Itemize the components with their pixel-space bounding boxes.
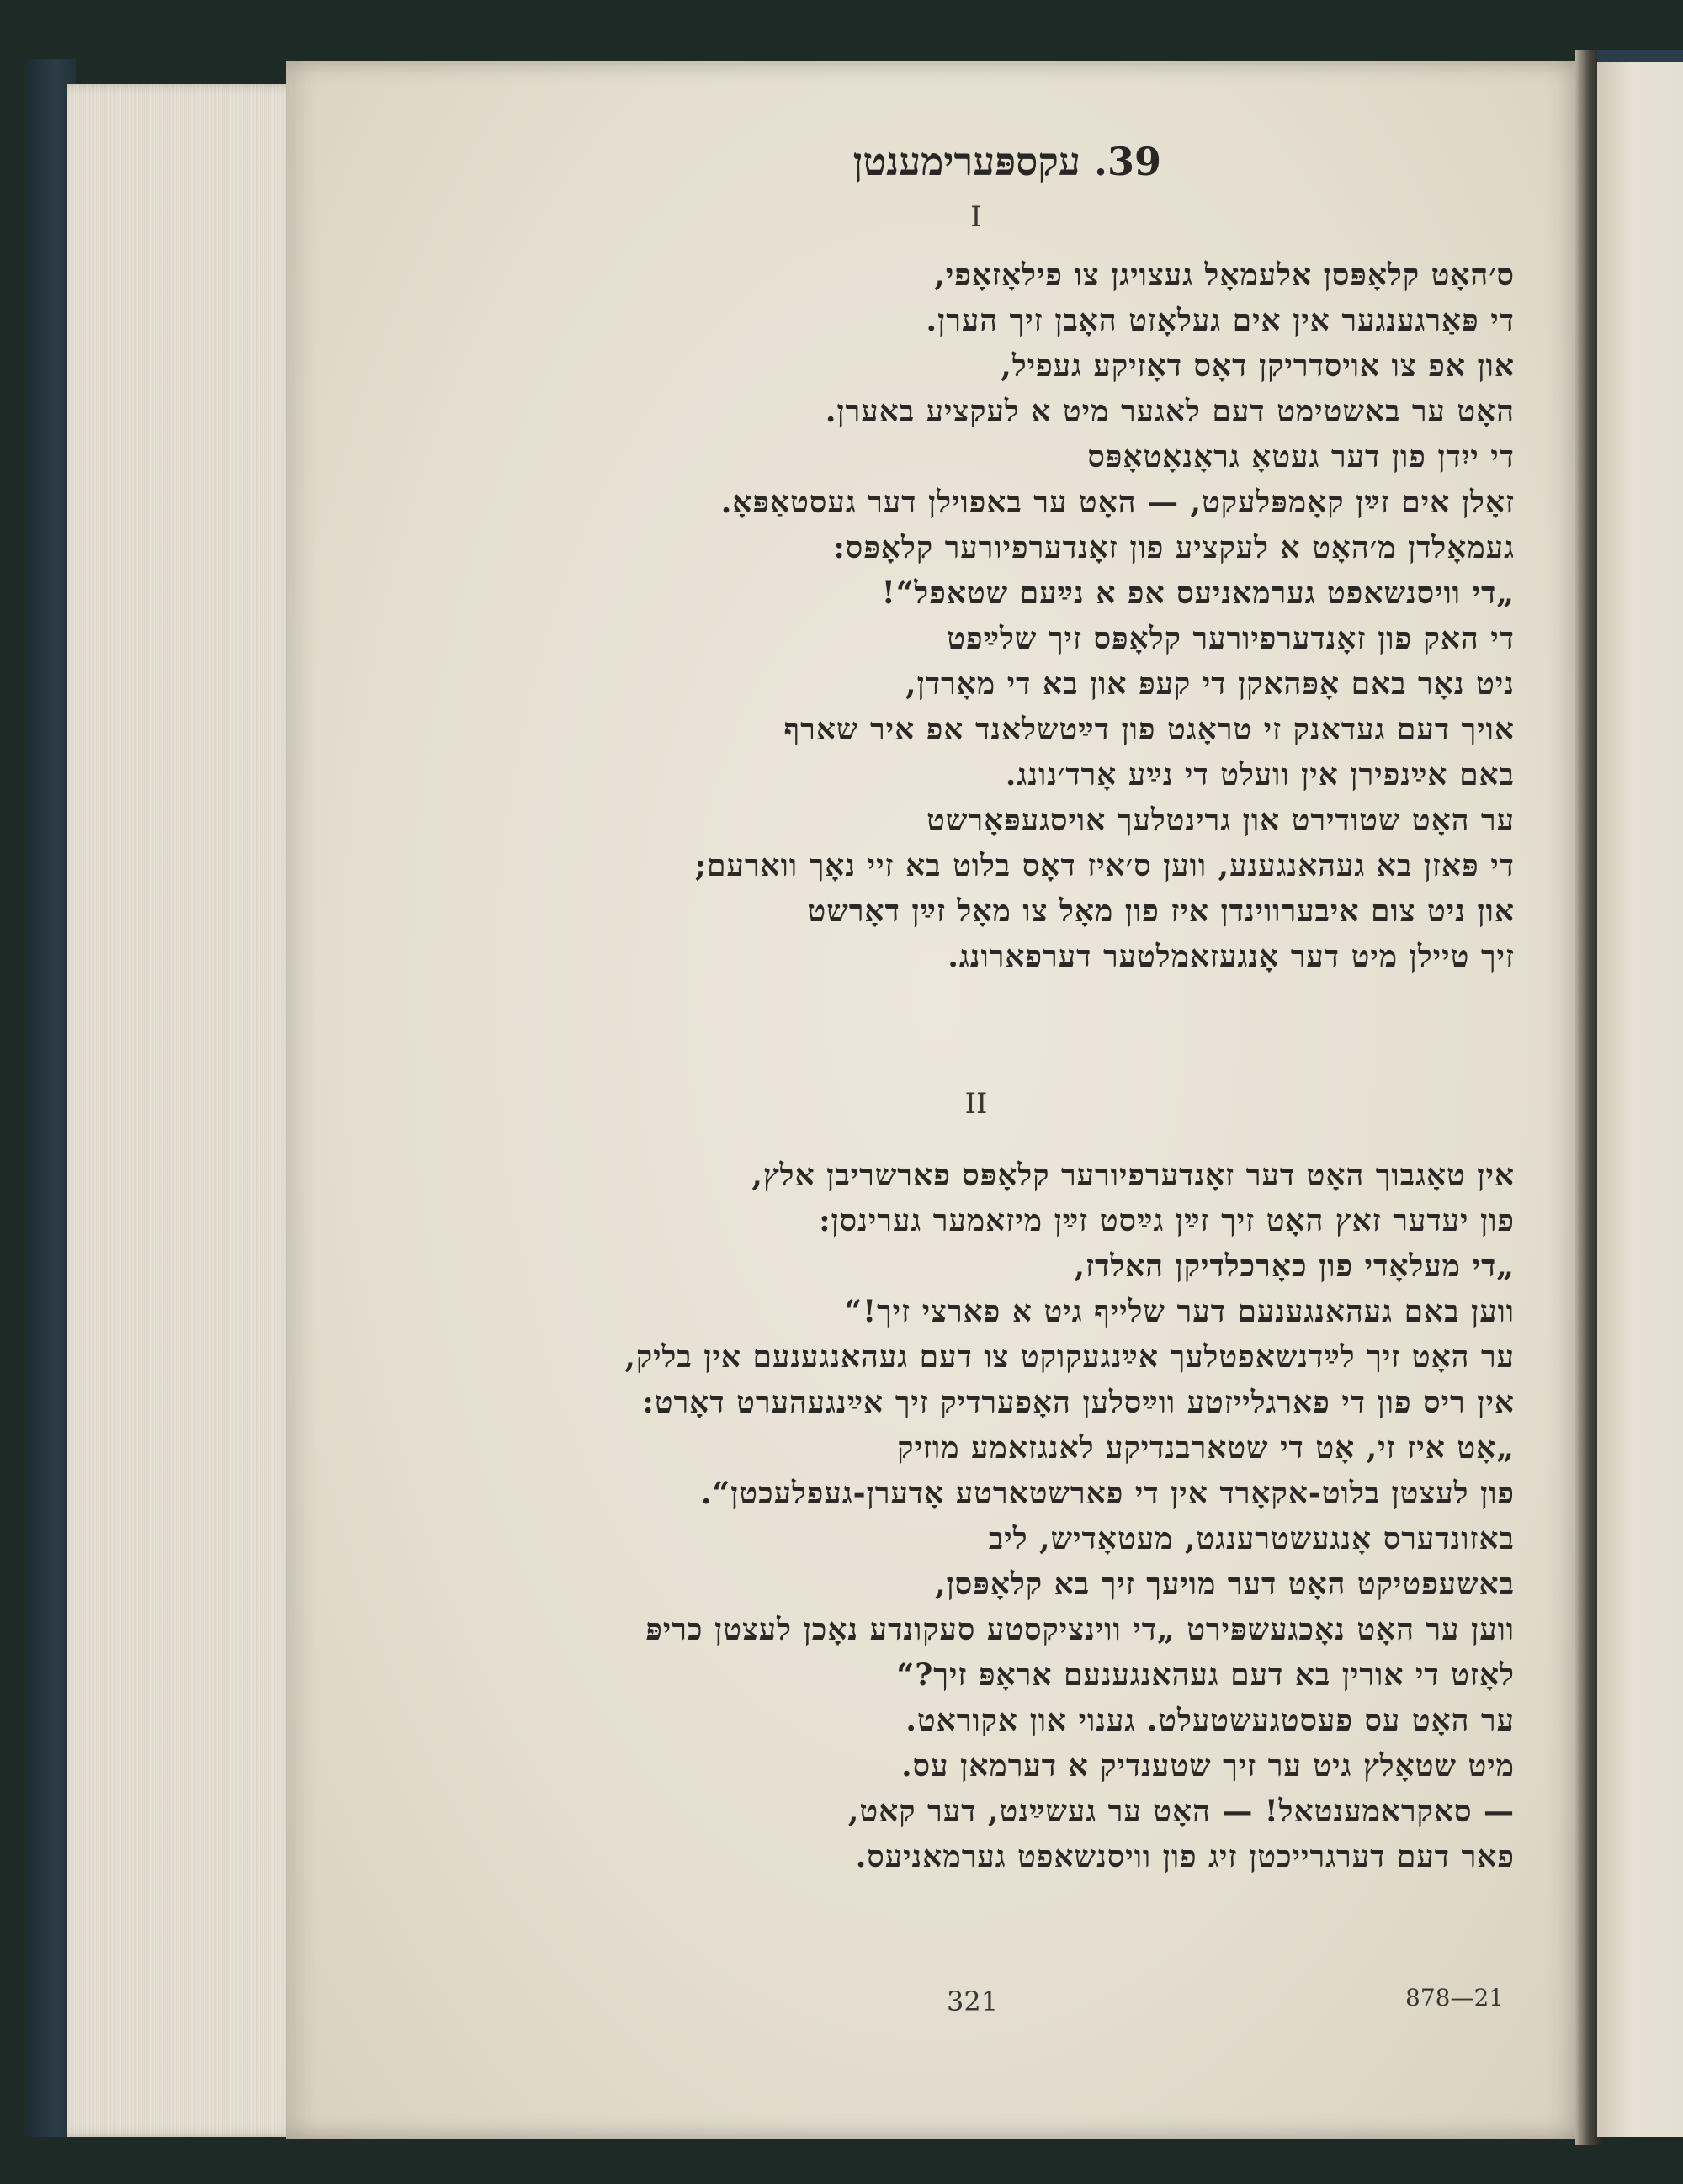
poem-line: מיט שטאָלץ גיט ער זיך שטענדיק א דערמאן עס.: [901, 1748, 1515, 1784]
poem-line: די ייִדן פון דער געטאָ גראָנאָטאָפּס: [1087, 439, 1515, 474]
poem-section-1: [695, 252, 1515, 979]
poem-line: זאָלן אים זײַן קאָמפּלעקט, — האָט ער באפוילן דער געסטאַפּאָ.: [720, 485, 1515, 520]
page-stack-edges: [67, 84, 303, 2137]
poem-line: געמאָלדן מ׳האָט א לעקציע פון זאָנדערפיורער קלאָפּס:: [833, 530, 1515, 565]
poem-line: די פּאזן בא געהאנגענע, ווען ס׳איז דאָס בלוט בא זיי נאָך ווארעם;: [694, 848, 1515, 883]
poem-line: ער האָט עס פעסטגעשטעלט. גענוי און אקוראט.: [905, 1703, 1515, 1738]
poem-line: ער האָט שטודירט און גרינטלעך אויסגעפּאָרשט: [926, 803, 1515, 838]
poem-line: ווען ער האָט נאָכגעשפּירט „די ווינציקסטע סעקונדע נאָכן לעצטן כריפּ: [645, 1612, 1515, 1647]
chapter-title: 39. עקספּערימענטן: [852, 139, 1161, 184]
poem-line: האָט ער באשטימט דעם לאגער מיט א לעקציע באערן.: [825, 394, 1515, 429]
poem-line: לאָזט די אורין בא דעם געהאנגענעם אראָפּ זיך?“: [896, 1657, 1515, 1693]
poem-line: — סאקראמענטאל! — האָט ער געשײַנט, דער קאט,: [847, 1794, 1515, 1829]
section-number-2: II: [964, 1087, 988, 1121]
poem-line: די פּאַרגענגער אין אים געלאָזט האָבן זיך הערן.: [926, 303, 1515, 338]
poem-line: אין ריס פון די פארגלייזטע ווײַסלען האָפערדיק זיך אײַנגעהערט דאָרט:: [642, 1385, 1515, 1420]
poem-line: ניט נאָר באם אָפּהאקן די קעפּ און בא די מאָרדן,: [905, 666, 1515, 702]
poem-line: פאר דעם דערגרייכטן זיג פון וויסנשאפט גערמאניעס.: [855, 1839, 1515, 1874]
poem-line: פון יעדער זאץ האָט זיך זײַן גײַסט זײַן מיזאמער גערינסן:: [819, 1203, 1515, 1238]
poem-line: „אָט איז זי, אָט די שטארבנדיקע לאנגזאמע מוזיק: [897, 1430, 1515, 1466]
printer-signature: 878—21: [1405, 1984, 1505, 2012]
poem-line: פון לעצטן בלוט-אקאָרד אין די פארשטארטע אָדערן-געפלעכטן“.: [700, 1476, 1515, 1511]
poem-line: אויך דעם געדאנק זי טראָגט פון דײַטשלאנד אפ איר שארף: [783, 712, 1515, 747]
adjacent-page: [1597, 59, 1683, 2137]
poem-line: אין טאָגבוך האָט דער זאָנדערפיורער קלאָפּס פארשריבן אלץ,: [751, 1158, 1515, 1193]
poem-line: זיך טיילן מיט דער אָנגעזאמלטער דערפארונג.: [948, 939, 1515, 974]
poem-line: ער האָט זיך לײַדנשאפטלעך אײַנגעקוקט צו דעם געהאנגענעם אין בליק,: [624, 1339, 1515, 1375]
poem-line: „די וויסנשאפט גערמאניעס אפ א נײַעם שטאפל“!: [881, 575, 1515, 611]
poem-line: באשעפטיקט האָט דער מויעך זיך בא קלאָפּסן,: [935, 1566, 1515, 1602]
section-number-1: I: [970, 200, 982, 234]
poem-line: ס׳האָט קלאָפּסן אלעמאָל געצויגן צו פילאָזאָפי,: [934, 257, 1515, 293]
poem-line: און ניט צום איבערווינדן איז פון מאָל צו מאָל זײַן דאָרשט: [807, 893, 1515, 929]
poem-line: באזונדערס אָנגעשטרענגט, מעטאָדיש, ליב: [988, 1521, 1515, 1556]
poem-line: ווען באם געהאנגענעם דער שלייף גיט א פארצי זיך!“: [844, 1294, 1515, 1329]
poem-section-2: [624, 1153, 1515, 1879]
poem-line: און אפ צו אויסדריקן דאָס דאָזיקע געפיל,: [1001, 348, 1515, 384]
poem-line: באם אײַנפירן אין וועלט די נײַע אָרד׳נונג.: [1005, 757, 1515, 792]
poem-line: די האק פון זאָנדערפיורער קלאָפּס זיך שלײַפט: [947, 621, 1515, 656]
poem-line: „די מעלאָדי פון כאָרכלדיקן האלדז,: [1074, 1248, 1515, 1284]
page-number: 321: [947, 1985, 999, 2017]
adjacent-cover-edge: [1597, 50, 1683, 62]
